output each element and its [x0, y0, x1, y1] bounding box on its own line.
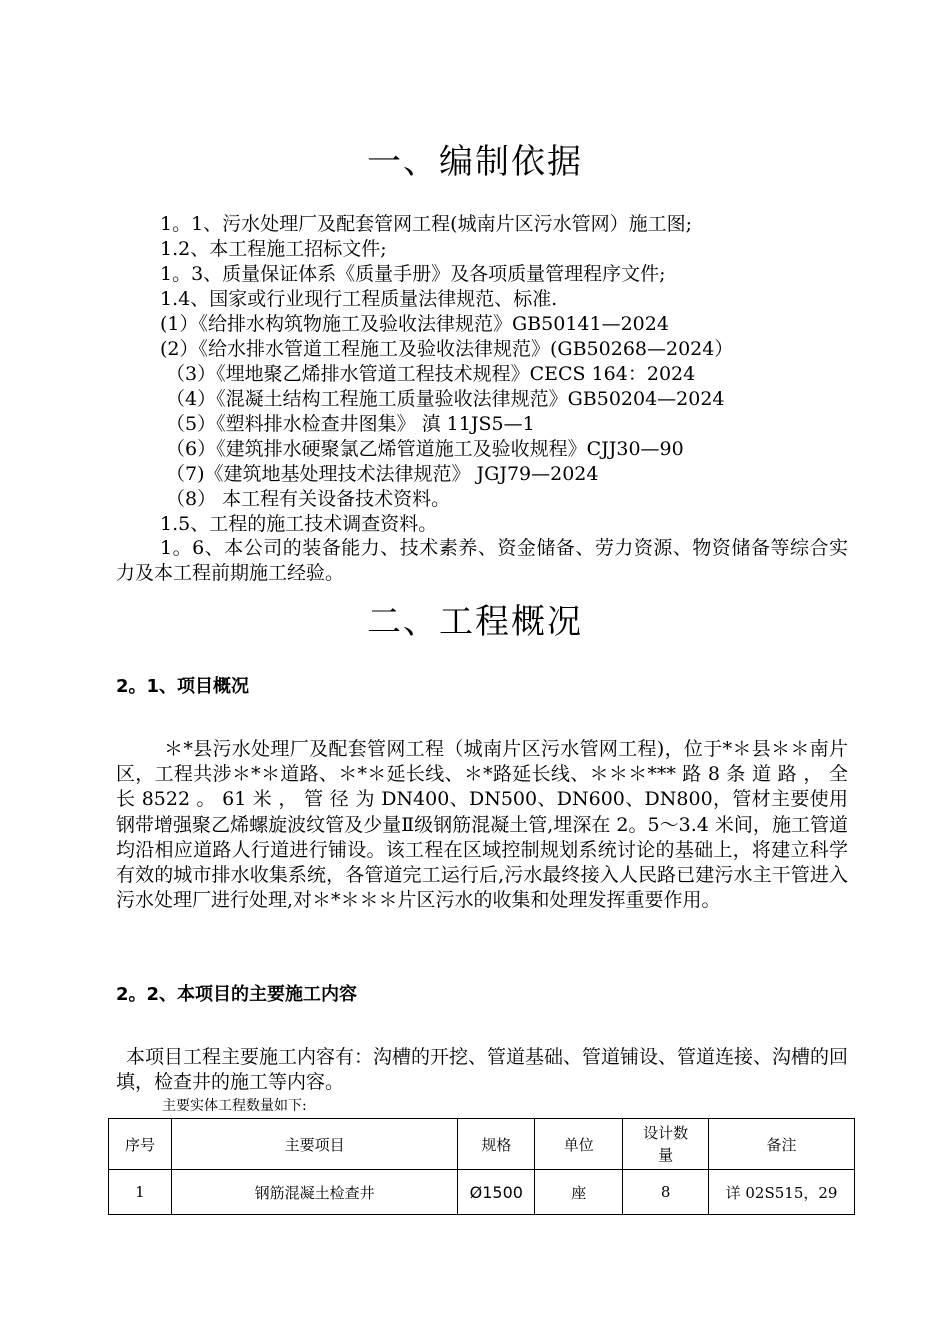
header-index: 序号 — [109, 1119, 172, 1170]
basis-line-7: （3）《埋地聚乙烯排水管道工程技术规程》CECS 164：2024 — [166, 363, 696, 385]
basis-line-2: 1.2、本工程施工招标文件; — [160, 238, 387, 260]
table-header-row — [109, 1119, 855, 1170]
cell-index: 1 — [109, 1170, 172, 1215]
section1-title: 一、编制依据 — [367, 142, 583, 182]
cell-unit: 座 — [535, 1170, 623, 1215]
basis-line-6: (2）《给水排水管道工程施工及验收法律规范》(GB50268—2024） — [160, 338, 734, 360]
project-overview-paragraph: ＊*县污水处理厂及配套管网工程（城南片区污水管网工程)，位于*＊县＊＊南片区，工程共涉＊*＊道路、＊*＊延长线、＊*路延长线、＊＊＊*** 路 8 条 道 路 ， 全 长 8522 。 61 米 ， 管 径 为 DN400、DN500、DN600、DN800，管材主要使用钢带增强聚乙烯螺旋波纹管及少量Ⅱ级钢筋混凝土管,埋深在 2。5～3.4 米间，施工管道均沿相应道路人行道进行铺设。该工程在区域控制规划系统讨论的基础上，将建立科学有效的城市排水收集系统，各管道完工运行后,污水最终接入人民路已建污水主干管进入污水处理厂进行处理,对＊*＊＊＊片区污水的收集和处理发挥重要作用。 — [116, 738, 848, 912]
basis-line-8: （4）《混凝土结构工程施工质量验收法律规范》GB50204—2024 — [166, 388, 725, 410]
construction-content-paragraph: 本项目工程主要施工内容有：沟槽的开挖、管道基础、管道铺设、管道连接、沟槽的回填，检查井的施工等内容。 — [116, 1046, 849, 1094]
subsection-heading-2-2: 2。2、本项目的主要施工内容 — [116, 984, 358, 1005]
header-remark: 备注 — [709, 1119, 855, 1170]
cell-remark: 详 02S515，29 — [709, 1170, 855, 1215]
subsection-heading-2-1: 2。1、项目概况 — [116, 676, 250, 697]
cell-item: 钢筋混凝土检查井 — [171, 1170, 457, 1215]
quantity-table — [108, 1118, 855, 1215]
basis-line-4: 1.4、国家或行业现行工程质量法律规范、标准. — [160, 288, 558, 310]
header-design-qty — [623, 1119, 709, 1170]
basis-line-11: （7)《建筑地基处理技术法律规范》 JGJ79—2024 — [166, 463, 599, 485]
table-row — [109, 1170, 855, 1215]
basis-line-1: 1。1、污水处理厂及配套管网工程(城南片区污水管网）施工图; — [160, 213, 692, 235]
header-spec: 规格 — [458, 1119, 535, 1170]
basis-line-12: （8） 本工程有关设备技术资料。 — [166, 488, 451, 510]
basis-line-13: 1.5、工程的施工技术调查资料。 — [160, 513, 438, 535]
basis-line-5: (1）《给排水构筑物施工及验收法律规范》GB50141—2024 — [160, 313, 669, 335]
header-unit: 单位 — [535, 1119, 623, 1170]
cell-design-qty: 8 — [623, 1170, 709, 1215]
basis-line-9: （5）《塑料排水检查井图集》 滇 11JS5—1 — [166, 413, 535, 435]
basis-last-paragraph: 1。6、本公司的装备能力、技术素养、资金储备、劳力资源、物资储备等综合实力及本工程前期施工经验。 — [116, 537, 848, 585]
header-design-qty-label: 设计数量 — [643, 1124, 689, 1164]
table-caption: 主要实体工程数量如下: — [162, 1098, 307, 1114]
section2-title: 二、工程概况 — [367, 602, 583, 642]
cell-spec: Ø1500 — [458, 1170, 535, 1215]
basis-line-3: 1。3、质量保证体系《质量手册》及各项质量管理程序文件; — [160, 263, 666, 285]
basis-line-10: （6）《建筑排水硬聚氯乙烯管道施工及验收规程》CJJ30—90 — [166, 438, 684, 460]
header-item: 主要项目 — [171, 1119, 457, 1170]
